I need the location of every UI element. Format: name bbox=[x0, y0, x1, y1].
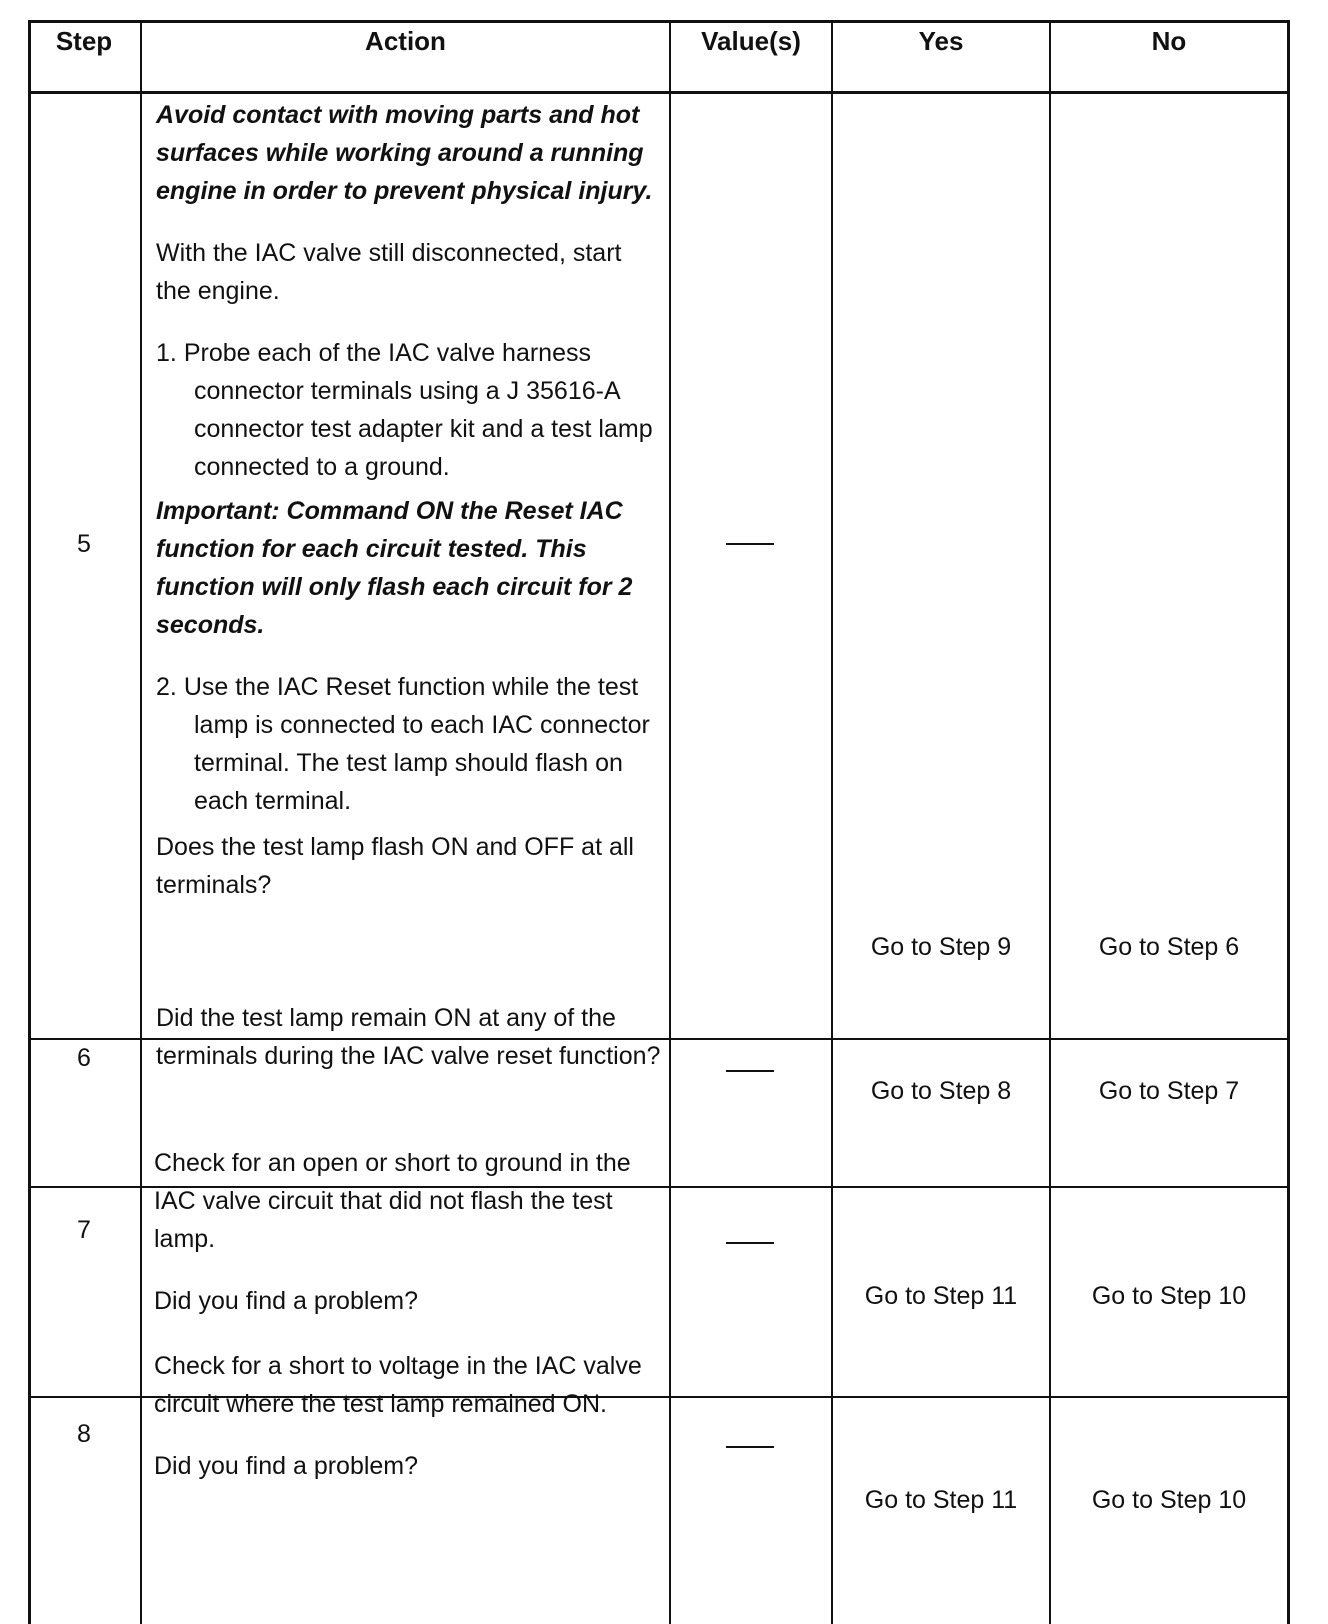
list-item bbox=[156, 668, 661, 820]
header-divider bbox=[28, 91, 1290, 94]
header-values: Value(s) bbox=[701, 26, 801, 56]
action-cell bbox=[156, 999, 661, 1075]
no-result: Go to Step 10 bbox=[1091, 1486, 1247, 1514]
column-divider bbox=[1049, 20, 1051, 1624]
important-note: Important: Command ON the Reset IAC function for each circuit tested. This function will only flash each circuit for 2 seconds. bbox=[156, 497, 633, 639]
value-dash bbox=[726, 1070, 774, 1072]
action-cell bbox=[154, 1144, 659, 1320]
step-number: 5 bbox=[77, 530, 91, 558]
column-divider bbox=[669, 20, 671, 1624]
question-text: Did you find a problem? bbox=[154, 1452, 419, 1480]
action-cell bbox=[154, 1347, 659, 1485]
list-item-text: Use the IAC Reset function while the test lamp is connected to each IAC connector terminal. The test lamp should flash on each terminal. bbox=[183, 673, 650, 815]
header-step: Step bbox=[55, 26, 113, 56]
list-item-number: 1. bbox=[156, 339, 177, 367]
table-top-border bbox=[28, 20, 1290, 23]
header-action: Action bbox=[365, 26, 446, 56]
table-left-border bbox=[28, 20, 31, 1624]
step-number: 8 bbox=[77, 1420, 91, 1448]
value-dash bbox=[726, 1242, 774, 1244]
header-yes: Yes bbox=[918, 26, 964, 56]
yes-result: Go to Step 8 bbox=[870, 1077, 1012, 1105]
yes-result: Go to Step 11 bbox=[864, 1486, 1018, 1514]
yes-result: Go to Step 11 bbox=[864, 1282, 1018, 1310]
list-item bbox=[156, 334, 661, 486]
check-text: Check for a short to voltage in the IAC valve circuit where the test lamp remained ON. bbox=[154, 1352, 642, 1418]
question-text: Did the test lamp remain ON at any of the terminals during the IAC valve reset function? bbox=[156, 1004, 661, 1070]
column-divider bbox=[140, 20, 142, 1624]
no-result: Go to Step 7 bbox=[1098, 1077, 1240, 1105]
list-item-text: Probe each of the IAC valve harness connector terminals using a J 35616-A connector test adapter kit and a test lamp connected to a ground. bbox=[183, 339, 653, 481]
value-dash bbox=[726, 1446, 774, 1448]
action-cell bbox=[156, 96, 661, 904]
question-text: Does the test lamp flash ON and OFF at all terminals? bbox=[156, 833, 634, 899]
no-result: Go to Step 6 bbox=[1098, 933, 1240, 961]
list-item-number: 2. bbox=[156, 673, 177, 701]
value-dash bbox=[726, 543, 774, 545]
check-text: Check for an open or short to ground in the IAC valve circuit that did not flash the test lamp. bbox=[154, 1149, 631, 1253]
yes-result: Go to Step 9 bbox=[870, 933, 1012, 961]
procedure-list bbox=[156, 334, 661, 486]
intro-text: With the IAC valve still disconnected, start the engine. bbox=[156, 239, 622, 305]
column-divider bbox=[831, 20, 833, 1624]
procedure-list bbox=[156, 668, 661, 820]
diagnostic-table bbox=[28, 20, 1290, 1624]
table-right-border bbox=[1287, 20, 1290, 1624]
step-number: 7 bbox=[77, 1216, 91, 1244]
question-text: Did you find a problem? bbox=[154, 1287, 419, 1315]
header-no: No bbox=[1151, 26, 1187, 56]
no-result: Go to Step 10 bbox=[1091, 1282, 1247, 1310]
step-number: 6 bbox=[77, 1044, 91, 1072]
warning-text: Avoid contact with moving parts and hot surfaces while working around a running engine in order to prevent physical injury. bbox=[156, 101, 653, 205]
